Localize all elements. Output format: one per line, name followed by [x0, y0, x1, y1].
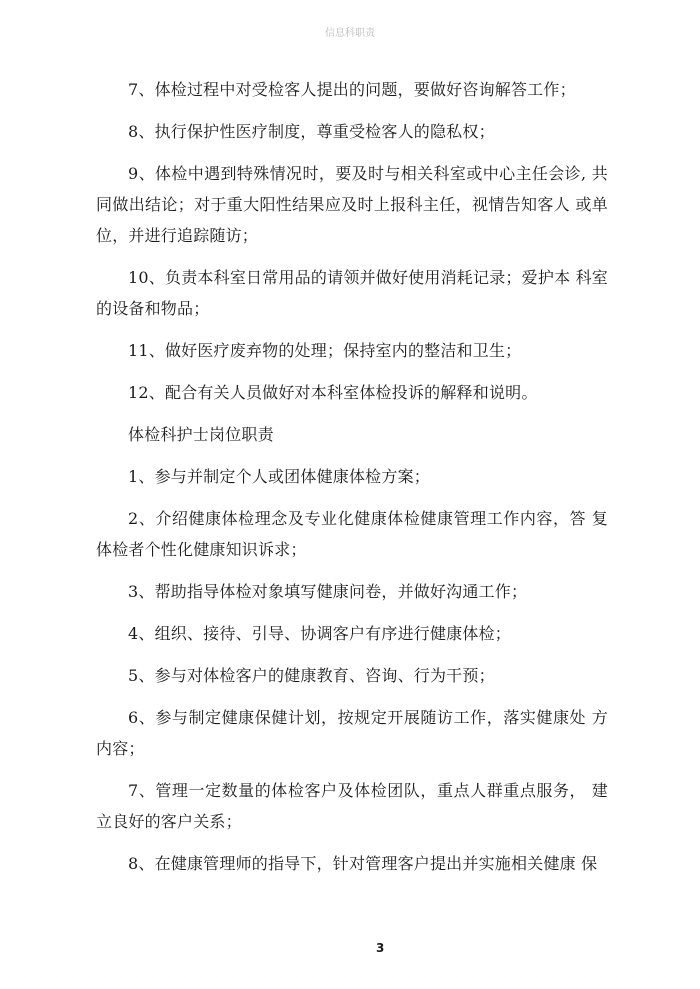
document-body: [96, 74, 608, 890]
section-heading: 体检科护士岗位职责: [128, 425, 274, 444]
paragraph: 1、参与并制定个人或团体健康体检方案；: [128, 467, 430, 486]
paragraph: 4、组织、接待、引导、协调客户有序进行健康体检；: [128, 624, 511, 643]
paragraph: 5、参与对体检客户的健康教育、咨询、行为干预；: [128, 666, 495, 685]
page-number: 3: [376, 941, 385, 955]
paragraph: 10、负责本科室日常用品的请领并做好使用消耗记录；爱护本 科室的设备和物品；: [96, 268, 608, 318]
paragraph: 8、在健康管理师的指导下，针对管理客户提出并实施相关健康 保: [128, 854, 598, 873]
paragraph: 3、帮助指导体检对象填写健康问卷，并做好沟通工作；: [128, 582, 528, 601]
paragraph: 9、体检中遇到特殊情况时，要及时与相关科室或中心主任会诊, 共同做出结论；对于重大阳性结果应及时上报科主任，视情告知客人 或单位，并进行追踪随访；: [96, 164, 608, 245]
paragraph: 7、体检过程中对受检客人提出的问题，要做好咨询解答工作；: [128, 80, 576, 99]
paragraph: 12、配合有关人员做好对本科室体检投诉的解释和说明。: [128, 383, 538, 402]
paragraph: 2、介绍健康体检理念及专业化健康体检健康管理工作内容，答 复体检者个性化健康知识诉求；: [96, 509, 608, 559]
paragraph: 11、做好医疗废弃物的处理；保持室内的整洁和卫生；: [128, 341, 522, 360]
page-header: 信息科职责: [325, 28, 375, 39]
paragraph: 8、执行保护性医疗制度，尊重受检客人的隐私权；: [128, 122, 495, 141]
paragraph: 6、参与制定健康保健计划，按规定开展随访工作，落实健康处 方内容；: [96, 708, 608, 758]
paragraph: 7、管理一定数量的体检客户及体检团队，重点人群重点服务， 建立良好的客户关系；: [96, 781, 608, 831]
